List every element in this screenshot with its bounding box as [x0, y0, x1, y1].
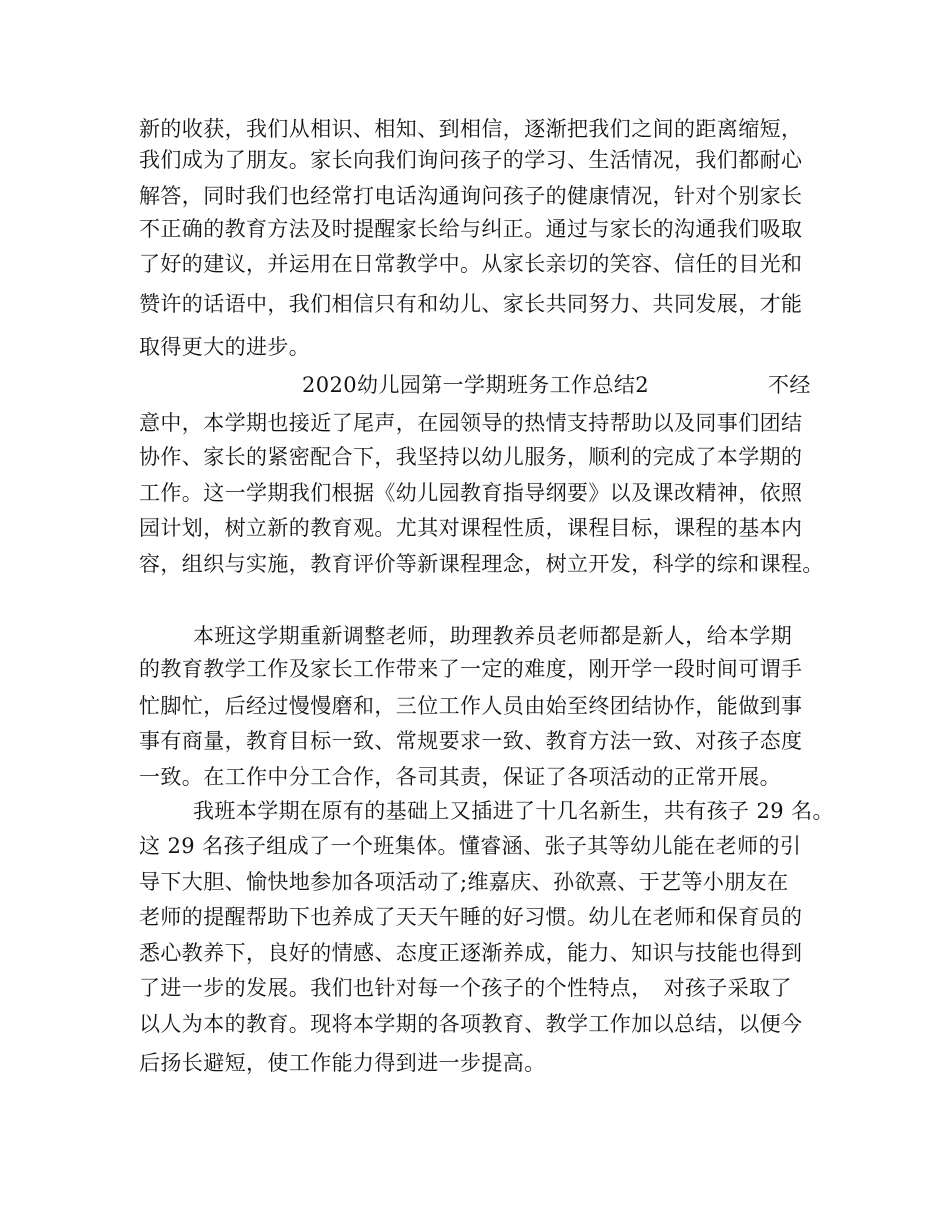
text-line: 赞许的话语中，我们相信只有和幼儿、家长共同努力、共同发展，才能	[139, 292, 803, 316]
text-line: 园计划，树立新的教育观。尤其对课程性质，课程目标，课程的基本内	[139, 516, 803, 540]
text-line: 不正确的教育方法及时提醒家长给与纠正。通过与家长的沟通我们吸取	[139, 217, 803, 241]
text-line: 一致。在工作中分工合作，各司其责，保证了各项活动的正常开展。	[139, 765, 781, 789]
text-line: 取得更大的进步。	[139, 335, 311, 359]
text-line: 的教育教学工作及家长工作带来了一定的难度，刚开学一段时间可谓手	[139, 657, 803, 681]
section-title: 2020幼儿园第一学期班务工作总结2	[302, 373, 650, 397]
text-line: 悉心教养下，良好的情感、态度正逐渐养成，能力、知识与技能也得到	[139, 941, 803, 965]
text-line: 后扬长避短，使工作能力得到进一步提高。	[139, 1051, 546, 1075]
text-line: 工作。这一学期我们根据《幼儿园教育指导纲要》以及课改精神，依照	[139, 481, 803, 505]
text-line: 我班本学期在原有的基础上又插进了十几名新生，共有孩子 29 名。	[193, 799, 834, 823]
text-line: 本班这学期重新调整老师，助理教养员老师都是新人，给本学期	[193, 624, 793, 648]
text-line: 事有商量，教育目标一致、常规要求一致、教育方法一致、对孩子态度	[139, 729, 803, 753]
text-line: 容，组织与实施，教育评价等新课程理念，树立开发，科学的综和课程。	[139, 552, 824, 576]
text-line: 解答，同时我们也经常打电话沟通询问孩子的健康情况，针对个别家长	[139, 184, 803, 208]
text-line: 新的收获，我们从相识、相知、到相信，逐渐把我们之间的距离缩短，	[139, 117, 803, 141]
text-line: 了好的建议，并运用在日常教学中。从家长亲切的笑容、信任的目光和	[139, 252, 803, 276]
text-line: 忙脚忙，后经过慢慢磨和，三位工作人员由始至终团结协作，能做到事	[139, 694, 803, 718]
text-line: 导下大胆、愉快地参加各项活动了;维嘉庆、孙欲熹、于艺等小朋友在	[139, 870, 789, 894]
text-line: 意中，本学期也接近了尾声，在园领导的热情支持帮助以及同事们团结	[139, 411, 803, 435]
text-line: 协作、家长的紧密配合下，我坚持以幼儿服务，顺利的完成了本学期的	[139, 445, 803, 469]
text-line: 老师的提醒帮助下也养成了天天午睡的好习惯。幼儿在老师和保育员的	[139, 905, 803, 929]
section-title-tail: 不经	[768, 373, 811, 397]
text-line: 了进一步的发展。我们也针对每一个孩子的个性特点， 对孩子采取了	[139, 976, 792, 1000]
text-line: 我们成为了朋友。家长向我们询问孩子的学习、生活情况，我们都耐心	[139, 148, 803, 172]
text-line: 以人为本的教育。现将本学期的各项教育、教学工作加以总结，以便今	[139, 1012, 803, 1036]
text-line: 这 29 名孩子组成了一个班集体。懂睿涵、张子其等幼儿能在老师的引	[139, 834, 802, 858]
